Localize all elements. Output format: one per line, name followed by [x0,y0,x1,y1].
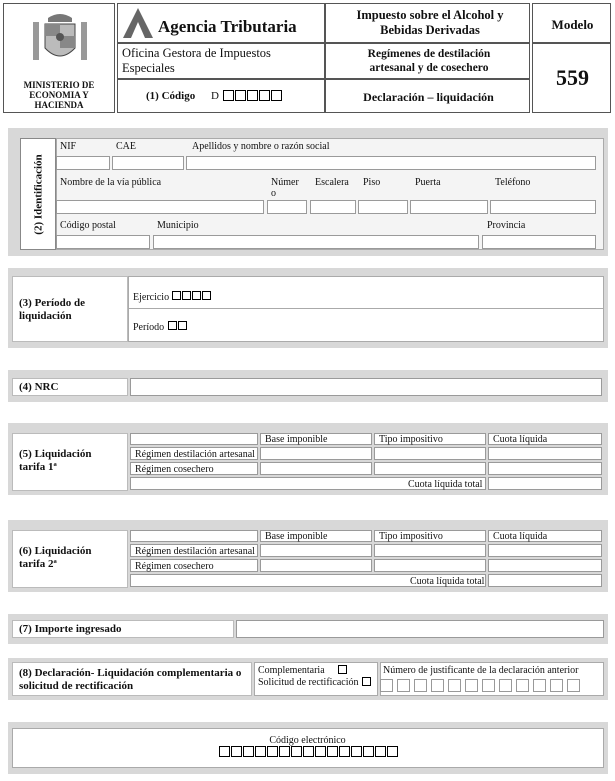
tariff1-artesanal-rate[interactable] [374,447,486,460]
province-field[interactable] [482,235,596,249]
payment-side [12,620,234,638]
agency-logo-icon [121,6,155,40]
tariff1-total-label: Cuota líquida total [408,479,483,490]
stair-label: Escalera [315,177,349,188]
tariff1-artesanal-base[interactable] [260,447,372,460]
header [0,0,615,118]
office-name: Oficina Gestora de Impuestos Especiales [122,46,271,75]
period-field-label: Período [133,322,165,333]
tariff2-label: (6) Liquidación tarifa 2ª [19,545,92,570]
tariff1-cosechero-rate[interactable] [374,462,486,475]
phone-label: Teléfono [495,177,531,188]
complementary-label: (8) Declaración- Liquidación complementaria o solicitud de rectificación [19,667,242,692]
tariff1-total-field[interactable] [488,477,602,490]
tariff2-col-base: Base imponible [265,531,328,542]
payment-section [8,614,608,644]
modelo-label: Modelo [551,17,594,32]
stair-field[interactable] [310,200,356,214]
phone-field[interactable] [490,200,596,214]
tariff2-total-label: Cuota líquida total [410,576,485,587]
tariff2-artesanal-quota[interactable] [488,544,602,557]
tariff1-cosechero-base[interactable] [260,462,372,475]
modelo-number-box [532,43,611,113]
period-section [8,268,608,348]
tariff2-col-rate: Tipo impositivo [379,531,443,542]
tariff1-col-base: Base imponible [265,434,328,445]
name-field[interactable] [186,156,596,170]
tariff1-artesanal-quota[interactable] [488,447,602,460]
previous-receipt-label: Número de justificante de la declaración anterior [383,665,579,676]
number-label: Número [271,177,299,199]
period-label: (3) Período de liquidación [19,297,85,322]
electronic-code-boxes[interactable] [219,746,399,757]
street-label: Nombre de la vía pública [60,177,162,188]
complementaria-label: Complementaria [258,665,325,676]
tariff2-row-cosechero: Régimen cosechero [135,561,214,572]
modelo-number: 559 [556,65,589,90]
identification-body [56,138,604,250]
payment-label: (7) Importe ingresado [19,623,122,635]
coat-of-arms-icon [30,10,90,70]
period-side [12,276,128,342]
rectificacion-label: Solicitud de rectificación [258,677,359,688]
office-box [117,43,325,79]
cae-label: CAE [116,141,136,152]
postal-code-field[interactable] [56,235,150,249]
number-field[interactable] [267,200,307,214]
complementary-side [12,662,252,696]
ministry-box [3,3,115,113]
tariff2-cosechero-quota[interactable] [488,559,602,572]
code-prefix: D [211,90,219,102]
municipality-label: Municipio [157,220,199,231]
province-label: Provincia [487,220,526,231]
exercise-label: Ejercicio [133,292,170,303]
regime-title: Regímenes de destilación artesanal y de cosechero [367,48,491,74]
tariff2-side [12,530,128,588]
name-label: Apellidos y nombre o razón social [192,141,330,152]
agency-box [117,3,325,43]
tariff1-side [12,433,128,491]
identification-label: (2) Identificación [32,154,45,235]
electronic-label: Código electrónico [269,735,346,746]
tariff1-row-cosechero: Régimen cosechero [135,464,214,475]
rectificacion-checkbox[interactable] [362,677,371,686]
tariff1-cosechero-quota[interactable] [488,462,602,475]
complementaria-checkbox[interactable] [338,665,347,674]
floor-field[interactable] [358,200,408,214]
tax-title-box [325,3,530,43]
tariff2-col-quota: Cuota líquida [493,531,548,542]
tariff2-artesanal-rate[interactable] [374,544,486,557]
nif-label: NIF [60,141,77,152]
door-field[interactable] [410,200,488,214]
exercise-boxes[interactable] [172,291,212,300]
tariff2-cosechero-base[interactable] [260,559,372,572]
tariff2-artesanal-base[interactable] [260,544,372,557]
code-box [117,79,325,113]
nrc-field[interactable] [130,378,602,396]
identification-side [20,138,56,250]
tariff1-col-quota: Cuota líquida [493,434,548,445]
regime-title-box [325,43,530,79]
municipality-field[interactable] [153,235,479,249]
period-boxes[interactable] [168,321,188,330]
door-label: Puerta [415,177,441,188]
period-body [128,276,604,342]
postal-code-label: Código postal [60,220,116,231]
declaration-title: Declaración – liquidación [363,90,494,104]
modelo-label-box [532,3,611,43]
tariff1-label: (5) Liquidación tarifa 1ª [19,448,92,473]
agency-name: Agencia Tributaria [158,17,297,36]
tariff2-cosechero-rate[interactable] [374,559,486,572]
code-label: (1) Código [146,90,196,102]
tariff1-row-artesanal: Régimen destilación artesanal [135,449,255,460]
nrc-side [12,378,128,396]
nrc-label: (4) NRC [19,381,59,393]
tariff2-total-field[interactable] [488,574,602,587]
nrc-section [8,370,608,402]
previous-receipt-boxes[interactable] [380,679,584,692]
ministry-name: MINISTERIO DE ECONOMIA Y HACIENDA [23,80,95,110]
tax-title: Impuesto sobre el Alcohol y Bebidas Derivadas [356,8,504,37]
tariff2-row-artesanal: Régimen destilación artesanal [135,546,255,557]
nif-field[interactable] [56,156,110,170]
payment-field[interactable] [236,620,604,638]
declaration-title-box [325,79,530,113]
tariff1-col-rate: Tipo impositivo [379,434,443,445]
cae-field[interactable] [112,156,184,170]
street-field[interactable] [56,200,264,214]
code-digit-boxes[interactable] [223,90,283,101]
floor-label: Piso [363,177,381,188]
